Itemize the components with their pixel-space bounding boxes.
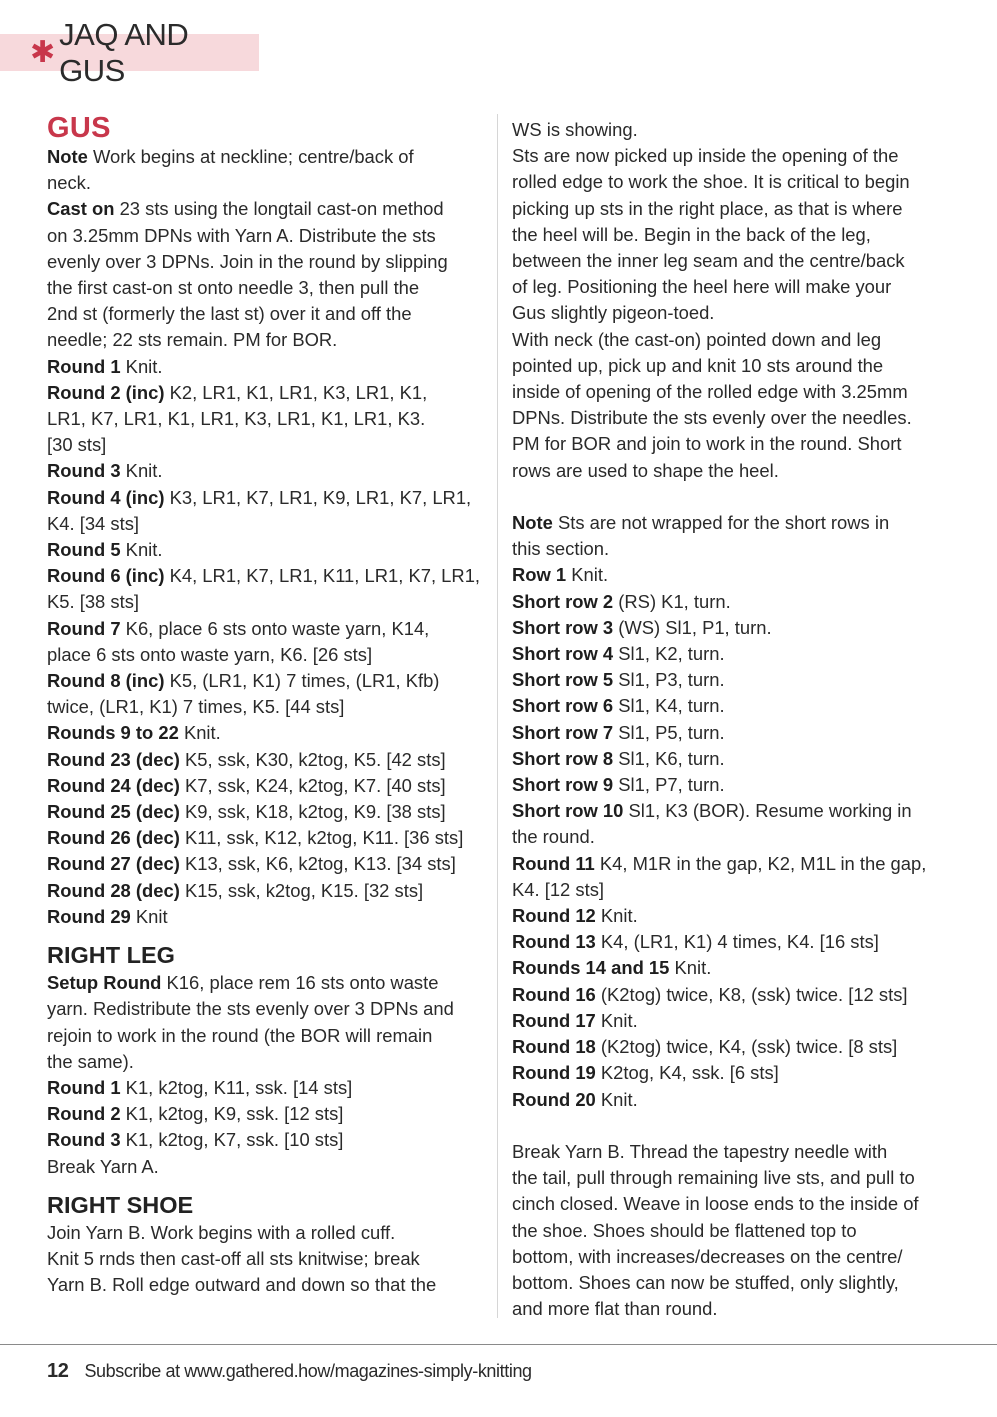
instruction-text: With neck (the cast-on) pointed down and leg [512, 328, 882, 350]
instruction-line [47, 642, 487, 668]
right-column [512, 117, 957, 1322]
instruction-line [47, 170, 487, 196]
instruction-text: K5. [38 sts] [47, 591, 139, 613]
instruction-line [512, 327, 957, 353]
instruction-line [512, 667, 957, 693]
instruction-text: Sts are now picked up inside the opening of the [512, 145, 899, 167]
instruction-line [512, 117, 957, 143]
instruction-text: K1, k2tog, K7, ssk. [10 sts] [120, 1129, 344, 1151]
instruction-label: Round 29 [47, 905, 131, 927]
finishing-instructions [512, 1139, 957, 1322]
subscribe-link[interactable]: Subscribe at www.gathered.how/magazines-simply-knitting [84, 1361, 532, 1381]
instruction-line [512, 405, 957, 431]
instruction-text: the round. [512, 826, 595, 848]
instruction-text: (WS) Sl1, P1, turn. [613, 616, 772, 638]
instruction-text: PM for BOR and join to work in the round. Short [512, 433, 902, 455]
instruction-text: WS is showing. [512, 119, 638, 140]
instruction-line [47, 380, 487, 406]
instruction-text: 2nd st (formerly the last st) over it and off the [47, 303, 412, 325]
instruction-line [512, 353, 957, 379]
instruction-line [47, 878, 487, 904]
instruction-line [512, 1008, 957, 1034]
instruction-line [512, 641, 957, 667]
instruction-line [512, 955, 957, 981]
pattern-title: GUS [47, 112, 111, 144]
instruction-line [47, 720, 487, 746]
instruction-text: K15, ssk, k2tog, K15. [32 sts] [179, 879, 424, 901]
instruction-text: the shoe. Shoes should be flattened top to [512, 1219, 857, 1241]
instruction-text: needle; 22 sts remain. PM for BOR. [47, 329, 338, 351]
instruction-line [512, 1270, 957, 1296]
instruction-label: Note [47, 146, 88, 167]
instruction-text: [30 sts] [47, 434, 107, 456]
instruction-label: Short row 4 [512, 643, 614, 665]
instruction-line [47, 616, 487, 642]
instruction-text: Sl1, P7, turn. [613, 774, 725, 796]
instruction-text: neck. [47, 172, 91, 194]
instruction-text: Sts are not wrapped for the short rows in [552, 512, 890, 534]
instruction-text: Break Yarn B. Thread the tapestry needle with [512, 1140, 888, 1162]
instruction-text: rows are used to shape the heel. [512, 459, 779, 481]
instruction-line [512, 379, 957, 405]
instruction-text: Sl1, K6, turn. [613, 747, 725, 769]
instruction-text: inside of opening of the rolled edge with 3.25mm [512, 381, 908, 403]
instruction-label: Round 25 (dec) [47, 801, 180, 823]
instruction-line [512, 169, 957, 195]
instruction-line [512, 1191, 957, 1217]
instruction-text: of leg. Positioning the heel here will make your [512, 276, 892, 298]
instruction-line [512, 1165, 957, 1191]
instruction-text: yarn. Redistribute the sts evenly over 3 DPNs and [47, 998, 454, 1020]
instruction-line [47, 458, 487, 484]
section-title: JAQ AND GUS [59, 16, 189, 88]
instruction-line [512, 615, 957, 641]
instruction-line [47, 537, 487, 563]
instruction-text: K11, ssk, K12, k2tog, K11. [36 sts] [179, 827, 464, 849]
instruction-label: Setup Round [47, 972, 162, 994]
instruction-label: Round 17 [512, 1009, 596, 1031]
instruction-line [512, 510, 957, 536]
instruction-text: 23 sts using the longtail cast-on method [114, 198, 444, 220]
instruction-line [47, 694, 487, 720]
instruction-line [47, 432, 487, 458]
instruction-line [47, 1272, 487, 1298]
instruction-line [512, 746, 957, 772]
instruction-text: K4, M1R in the gap, K2, M1L in the gap, [594, 852, 927, 874]
instruction-line [47, 327, 487, 353]
instruction-label: Round 5 [47, 539, 121, 561]
instruction-text: K4, LR1, K7, LR1, K11, LR1, K7, LR1, [164, 565, 481, 587]
instruction-line [512, 877, 957, 903]
instruction-text: bottom. Shoes can now be stuffed, only slightly, [512, 1271, 899, 1293]
instruction-label: Round 1 [47, 355, 121, 377]
gus-instructions [47, 144, 487, 930]
instruction-line [47, 196, 487, 222]
short-row-instructions [512, 510, 957, 1113]
instruction-line [47, 825, 487, 851]
instruction-text: Knit. [120, 460, 163, 482]
instruction-label: Note [512, 512, 553, 534]
instruction-text: K3, LR1, K7, LR1, K9, LR1, K7, LR1, [164, 486, 472, 508]
instruction-text: Knit 5 rnds then cast-off all sts knitwise; break [47, 1247, 420, 1269]
instruction-line [47, 668, 487, 694]
instruction-text: Work begins at neckline; centre/back of [87, 146, 414, 167]
instruction-line [47, 970, 487, 996]
instruction-line [512, 1244, 957, 1270]
instruction-text: (K2tog) twice, K4, (ssk) twice. [8 sts] [595, 1036, 898, 1058]
instruction-text: Sl1, K4, turn. [613, 695, 725, 717]
instruction-line [512, 693, 957, 719]
instruction-text: (RS) K1, turn. [613, 590, 731, 612]
instruction-text: K1, k2tog, K9, ssk. [12 sts] [120, 1103, 344, 1125]
instruction-label: Round 28 (dec) [47, 879, 180, 901]
right-shoe-instructions [47, 1220, 487, 1299]
instruction-text: cinch closed. Weave in loose ends to the inside of [512, 1193, 919, 1215]
instruction-text: Join Yarn B. Work begins with a rolled cuff. [47, 1221, 396, 1243]
instruction-line [512, 589, 957, 615]
instruction-line [512, 196, 957, 222]
instruction-line [47, 275, 487, 301]
instruction-text: LR1, K7, LR1, K1, LR1, K3, LR1, K1, LR1, K3. [47, 408, 426, 430]
instruction-text: and more flat than round. [512, 1298, 718, 1320]
instruction-line [512, 903, 957, 929]
instruction-line [512, 536, 957, 562]
instruction-text: Knit. [669, 957, 712, 979]
instruction-text: K16, place rem 16 sts onto waste [161, 972, 439, 994]
footer-rule [0, 1344, 997, 1345]
instruction-label: Round 8 (inc) [47, 670, 165, 692]
header-band [0, 16, 259, 88]
instruction-text: Knit. [120, 355, 163, 377]
instruction-label: Short row 9 [512, 774, 614, 796]
instruction-text: Knit. [595, 1009, 638, 1031]
instruction-line [47, 1246, 487, 1272]
instruction-line [512, 1087, 957, 1113]
instruction-text: rolled edge to work the shoe. It is critical to begin [512, 171, 910, 193]
instruction-line [512, 772, 957, 798]
instruction-text: pointed up, pick up and knit 10 sts around the [512, 354, 884, 376]
instruction-label: Short row 7 [512, 721, 614, 743]
instruction-label: Short row 10 [512, 800, 624, 822]
instruction-line [512, 458, 957, 484]
instruction-line [47, 144, 487, 170]
instruction-text: K4. [12 sts] [512, 878, 604, 900]
instruction-line [47, 511, 487, 537]
instruction-line [47, 589, 487, 615]
instruction-label: Cast on [47, 198, 115, 220]
instruction-text: bottom, with increases/decreases on the centre/ [512, 1245, 903, 1267]
instruction-line [512, 431, 957, 457]
instruction-line [512, 274, 957, 300]
instruction-line [47, 1075, 487, 1101]
instruction-text: the same). [47, 1050, 134, 1072]
instruction-text: K1, k2tog, K11, ssk. [14 sts] [120, 1076, 353, 1098]
instruction-text: K9, ssk, K18, k2tog, K9. [38 sts] [179, 801, 446, 823]
instruction-text: Knit. [566, 564, 609, 586]
instruction-line [47, 301, 487, 327]
page-number: 12 [47, 1360, 69, 1382]
instruction-line [47, 563, 487, 589]
instruction-text: Yarn B. Roll edge outward and down so that the [47, 1274, 437, 1296]
instruction-text: evenly over 3 DPNs. Join in the round by slipping [47, 250, 448, 272]
instruction-line [512, 248, 957, 274]
instruction-line [512, 1296, 957, 1322]
instruction-label: Round 12 [512, 905, 596, 927]
instruction-text: K5, (LR1, K1) 7 times, (LR1, Kfb) [164, 670, 440, 692]
instruction-label: Round 26 (dec) [47, 827, 180, 849]
instruction-line [47, 799, 487, 825]
instruction-label: Round 16 [512, 983, 596, 1005]
instruction-line [512, 720, 957, 746]
instruction-text: between the inner leg seam and the centre/back [512, 250, 905, 272]
instruction-text: K4. [34 sts] [47, 512, 139, 534]
instruction-text: Knit. [595, 905, 638, 927]
instruction-line [47, 1154, 487, 1180]
instruction-text: K7, ssk, K24, k2tog, K7. [40 sts] [179, 774, 446, 796]
instruction-label: Round 7 [47, 617, 121, 639]
instruction-label: Round 6 (inc) [47, 565, 165, 587]
instruction-line [47, 747, 487, 773]
instruction-line [47, 1127, 487, 1153]
instruction-line [512, 562, 957, 588]
instruction-text: K2tog, K4, ssk. [6 sts] [595, 1062, 779, 1084]
column-divider [497, 114, 498, 1318]
instruction-text: Knit. [120, 539, 163, 561]
instruction-text: Break Yarn A. [47, 1155, 159, 1177]
instruction-text: K2, LR1, K1, LR1, K3, LR1, K1, [164, 381, 428, 403]
instruction-line [47, 904, 487, 930]
instruction-line [47, 851, 487, 877]
instruction-text: the heel will be. Begin in the back of the leg, [512, 223, 871, 245]
instruction-label: Round 13 [512, 931, 596, 953]
instruction-line [512, 143, 957, 169]
instruction-label: Round 3 [47, 460, 121, 482]
instruction-label: Round 4 (inc) [47, 486, 165, 508]
instruction-line [47, 1101, 487, 1127]
instruction-text: place 6 sts onto waste yarn, K6. [26 sts] [47, 643, 373, 665]
instruction-line [47, 249, 487, 275]
right-leg-instructions [47, 970, 487, 1180]
instruction-label: Round 18 [512, 1036, 596, 1058]
instruction-line [47, 996, 487, 1022]
instruction-line [512, 851, 957, 877]
instruction-text: rejoin to work in the round (the BOR will remain [47, 1024, 433, 1046]
left-column [47, 112, 487, 1298]
instruction-line [512, 1060, 957, 1086]
instruction-text: K5, ssk, K30, k2tog, K5. [42 sts] [179, 748, 446, 770]
instruction-line [47, 1023, 487, 1049]
instruction-line [47, 354, 487, 380]
instruction-text: Knit. [178, 722, 221, 744]
instruction-line [512, 1139, 957, 1165]
instruction-text: on 3.25mm DPNs with Yarn A. Distribute the sts [47, 224, 436, 246]
instruction-line [47, 1220, 487, 1246]
instruction-text: picking up sts in the right place, as that is where [512, 197, 903, 219]
instruction-line [512, 1034, 957, 1060]
instruction-text: K6, place 6 sts onto waste yarn, K14, [120, 617, 430, 639]
instruction-text: (K2tog) twice, K8, (ssk) twice. [12 sts] [595, 983, 908, 1005]
instruction-line [512, 824, 957, 850]
instruction-text: Sl1, P3, turn. [613, 669, 725, 691]
instruction-label: Round 11 [512, 852, 595, 874]
instruction-label: Round 19 [512, 1062, 596, 1084]
instruction-label: Short row 5 [512, 669, 614, 691]
instruction-text: Sl1, K2, turn. [613, 643, 725, 665]
pickup-instructions [512, 117, 957, 484]
instruction-text: Knit. [595, 1088, 638, 1110]
instruction-label: Short row 3 [512, 616, 614, 638]
instruction-label: Short row 8 [512, 747, 614, 769]
instruction-line [512, 982, 957, 1008]
instruction-text: Sl1, P5, turn. [613, 721, 725, 743]
right-shoe-heading: RIGHT SHOE [47, 1191, 194, 1218]
instruction-text: Sl1, K3 (BOR). Resume working in [623, 800, 912, 822]
instruction-label: Round 2 (inc) [47, 381, 165, 403]
instruction-text: DPNs. Distribute the sts evenly over the needles. [512, 407, 912, 429]
instruction-label: Short row 6 [512, 695, 614, 717]
footer [47, 1360, 532, 1383]
instruction-text: this section. [512, 538, 610, 560]
instruction-text: K4, (LR1, K1) 4 times, K4. [16 sts] [595, 931, 879, 953]
instruction-label: Round 23 (dec) [47, 748, 180, 770]
instruction-text: Gus slightly pigeon-toed. [512, 302, 715, 324]
asterisk-icon: ✱ [30, 34, 56, 70]
instruction-label: Round 20 [512, 1088, 596, 1110]
instruction-text: Knit [130, 905, 168, 927]
instruction-line [512, 222, 957, 248]
instruction-text: the first cast-on st onto needle 3, then pull the [47, 277, 420, 299]
instruction-label: Row 1 [512, 564, 567, 586]
instruction-text: twice, (LR1, K1) 7 times, K5. [44 sts] [47, 696, 345, 718]
instruction-line [47, 1049, 487, 1075]
instruction-label: Round 3 [47, 1129, 121, 1151]
instruction-line [47, 223, 487, 249]
instruction-label: Short row 2 [512, 590, 614, 612]
instruction-line [512, 929, 957, 955]
instruction-label: Round 24 (dec) [47, 774, 180, 796]
right-leg-heading: RIGHT LEG [47, 942, 175, 969]
instruction-label: Round 2 [47, 1103, 121, 1125]
instruction-line [47, 773, 487, 799]
instruction-text: K13, ssk, K6, k2tog, K13. [34 sts] [179, 853, 456, 875]
instruction-label: Round 1 [47, 1076, 121, 1098]
instruction-line [47, 485, 487, 511]
instruction-label: Round 27 (dec) [47, 853, 180, 875]
instruction-label: Rounds 9 to 22 [47, 722, 179, 744]
instruction-line [512, 300, 957, 326]
instruction-line [512, 798, 957, 824]
instruction-label: Rounds 14 and 15 [512, 957, 670, 979]
instruction-line [47, 406, 487, 432]
instruction-line [512, 1218, 957, 1244]
instruction-text: the tail, pull through remaining live sts, and pull to [512, 1167, 915, 1189]
